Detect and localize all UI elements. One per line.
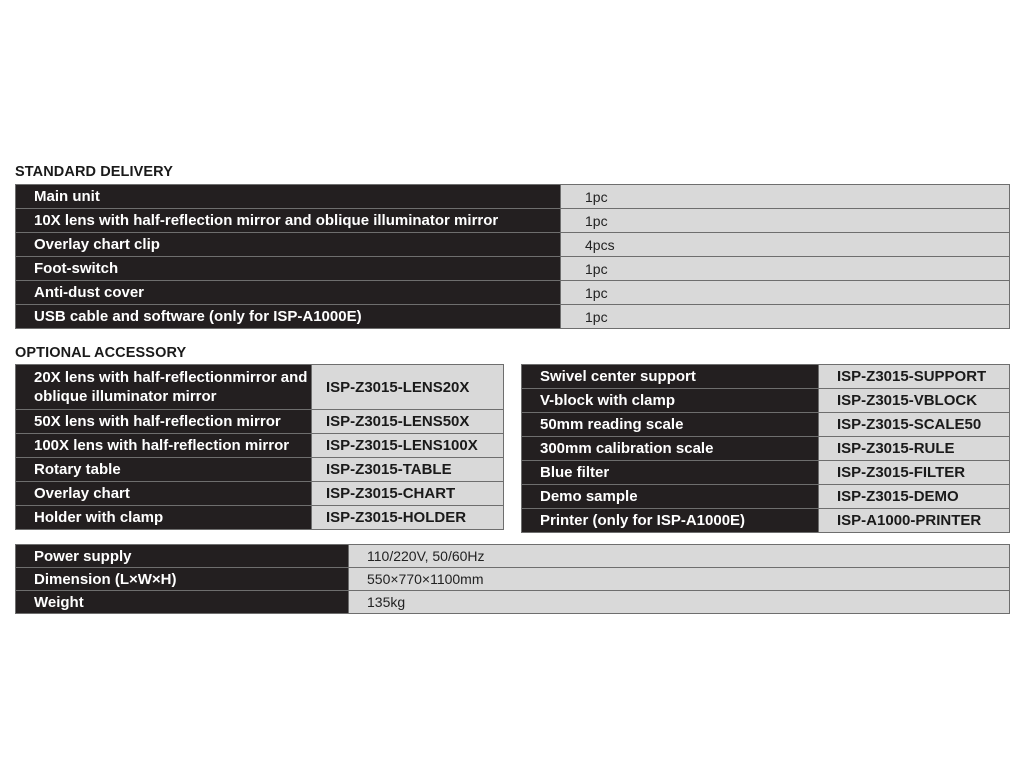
item-name: Overlay chart clip [16, 233, 561, 257]
accessory-name: Swivel center support [522, 365, 819, 389]
item-quantity: 4pcs [561, 233, 1010, 257]
item-name: Foot-switch [16, 257, 561, 281]
table-row [16, 506, 504, 530]
accessory-name: 20X lens with half-reflectionmirror and oblique illuminator mirror [16, 365, 312, 410]
spec-name: Weight [16, 591, 349, 614]
spec-value: 135kg [349, 591, 1010, 614]
accessory-name: V-block with clamp [522, 389, 819, 413]
item-quantity: 1pc [561, 209, 1010, 233]
table-row [16, 545, 1010, 568]
table-row [522, 365, 1010, 389]
table-row [16, 365, 504, 410]
spec-name: Power supply [16, 545, 349, 568]
spec-value: 110/220V, 50/60Hz [349, 545, 1010, 568]
spec-value: 550×770×1100mm [349, 568, 1010, 591]
accessory-code: ISP-Z3015-SCALE50 [819, 413, 1010, 437]
table-row [16, 568, 1010, 591]
item-name: Main unit [16, 185, 561, 209]
item-name: Anti-dust cover [16, 281, 561, 305]
table-row [522, 509, 1010, 533]
spec-name: Dimension (L×W×H) [16, 568, 349, 591]
accessory-code: ISP-Z3015-TABLE [312, 458, 504, 482]
accessory-name: Holder with clamp [16, 506, 312, 530]
standard-delivery-heading: STANDARD DELIVERY [15, 164, 173, 180]
accessory-code: ISP-A1000-PRINTER [819, 509, 1010, 533]
accessory-code: ISP-Z3015-LENS20X [312, 365, 504, 410]
accessory-code: ISP-Z3015-LENS50X [312, 410, 504, 434]
table-row [522, 437, 1010, 461]
table-row [522, 461, 1010, 485]
table-row [522, 389, 1010, 413]
accessory-code: ISP-Z3015-SUPPORT [819, 365, 1010, 389]
table-row [16, 233, 1010, 257]
accessory-name: 50X lens with half-reflection mirror [16, 410, 312, 434]
table-row [16, 185, 1010, 209]
accessory-code: ISP-Z3015-CHART [312, 482, 504, 506]
accessory-code: ISP-Z3015-DEMO [819, 485, 1010, 509]
optional-accessory-table-right [521, 364, 1010, 533]
accessory-name: Rotary table [16, 458, 312, 482]
accessory-code: ISP-Z3015-RULE [819, 437, 1010, 461]
table-row [16, 434, 504, 458]
optional-accessory-heading: OPTIONAL ACCESSORY [15, 345, 187, 361]
item-name: 10X lens with half-reflection mirror and oblique illuminator mirror [16, 209, 561, 233]
table-row [16, 257, 1010, 281]
table-row [16, 305, 1010, 329]
optional-accessory-table-left [15, 364, 504, 530]
table-row [522, 413, 1010, 437]
table-row [16, 410, 504, 434]
accessory-name: Overlay chart [16, 482, 312, 506]
accessory-code: ISP-Z3015-FILTER [819, 461, 1010, 485]
item-quantity: 1pc [561, 185, 1010, 209]
table-row [16, 591, 1010, 614]
item-quantity: 1pc [561, 281, 1010, 305]
general-specs-table [15, 544, 1010, 614]
table-row [16, 281, 1010, 305]
accessory-name: 300mm calibration scale [522, 437, 819, 461]
standard-delivery-table [15, 184, 1010, 329]
accessory-name: 50mm reading scale [522, 413, 819, 437]
item-quantity: 1pc [561, 305, 1010, 329]
item-quantity: 1pc [561, 257, 1010, 281]
accessory-code: ISP-Z3015-VBLOCK [819, 389, 1010, 413]
accessory-name: Blue filter [522, 461, 819, 485]
table-row [16, 209, 1010, 233]
accessory-code: ISP-Z3015-LENS100X [312, 434, 504, 458]
table-row [522, 485, 1010, 509]
accessory-name: Demo sample [522, 485, 819, 509]
table-row [16, 458, 504, 482]
accessory-code: ISP-Z3015-HOLDER [312, 506, 504, 530]
item-name: USB cable and software (only for ISP-A1000E) [16, 305, 561, 329]
accessory-name: Printer (only for ISP-A1000E) [522, 509, 819, 533]
accessory-name: 100X lens with half-reflection mirror [16, 434, 312, 458]
table-row [16, 482, 504, 506]
